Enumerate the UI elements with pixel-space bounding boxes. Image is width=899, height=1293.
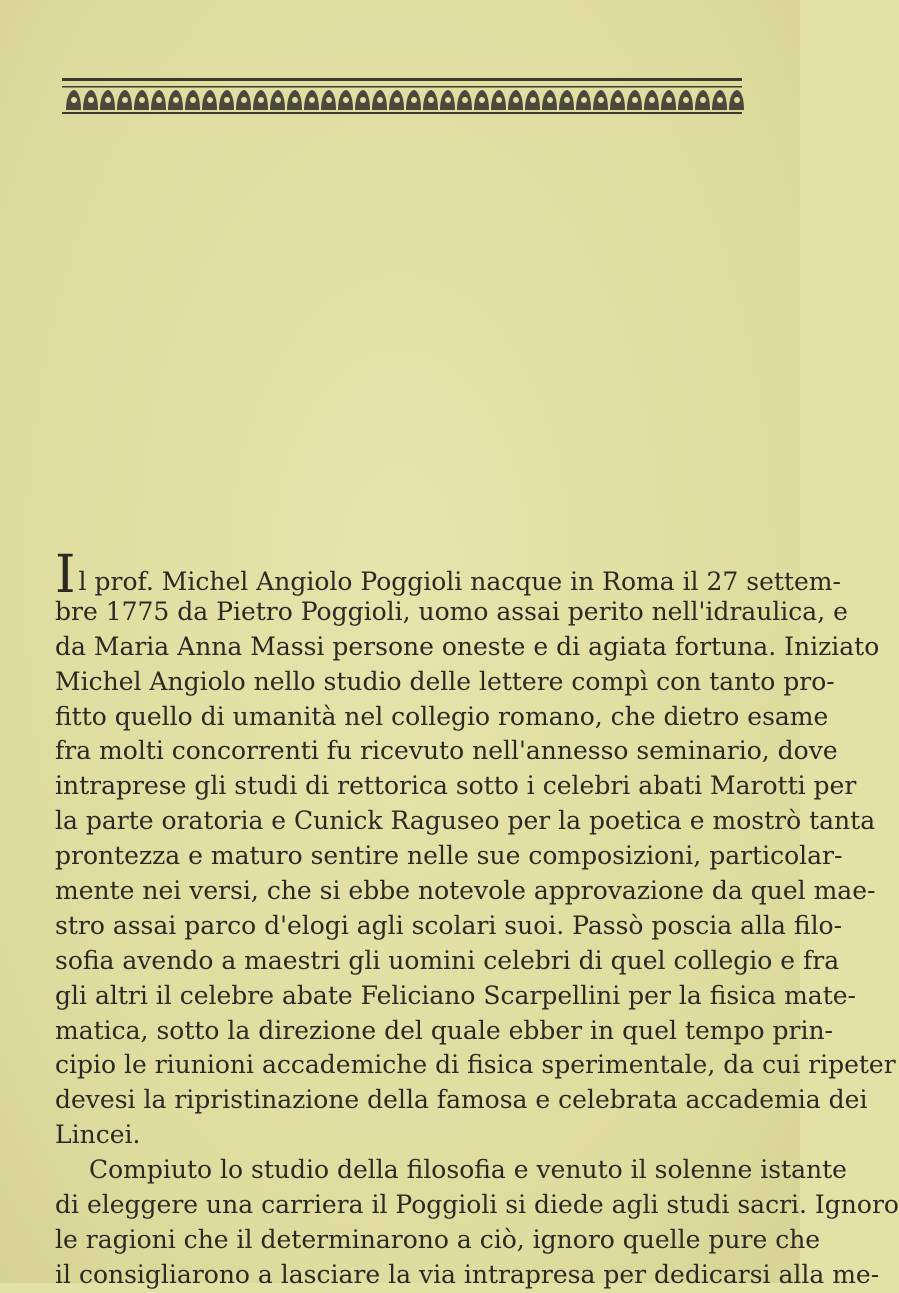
text-line-content: l prof. Michel Angiolo Poggioli nacque in Roma il 27 settem- <box>78 567 841 596</box>
text-line: cipio le riunioni accademiche di fisica sperimentale, da cui ripeter <box>55 1050 896 1080</box>
ornament-dot <box>547 97 553 103</box>
ornament-dot <box>734 97 740 103</box>
drop-cap: I <box>55 545 76 605</box>
ornament-dot <box>394 97 400 103</box>
ornament-dot <box>88 97 94 103</box>
ornament-dot <box>683 97 689 103</box>
paragraph-1 <box>55 545 896 1153</box>
ornament-dot <box>292 97 298 103</box>
text-line: devesi la ripristinazione della famosa e celebrata accademia dei <box>55 1085 868 1115</box>
article-text <box>55 545 899 1293</box>
ornament-dot <box>564 97 570 103</box>
ornament-dot <box>275 97 281 103</box>
decorative-border-icon <box>62 78 742 118</box>
text-line: fitto quello di umanità nel collegio romano, che dietro esame <box>55 701 829 731</box>
text-line: la parte oratoria e Cunick Raguseo per la poetica e mostrò tanta <box>55 806 876 836</box>
text-line: mente nei versi, che si ebbe notevole approvazione da quel mae- <box>55 876 876 906</box>
text-line: da Maria Anna Massi persone oneste e di agiata fortuna. Iniziato <box>55 631 880 661</box>
ornament-dot <box>513 97 519 103</box>
ornament-dot <box>190 97 196 103</box>
ornament-dot <box>666 97 672 103</box>
paragraph-2 <box>55 1153 899 1293</box>
ornament-dot <box>445 97 451 103</box>
ornament-dot <box>530 97 536 103</box>
ornament-dot <box>598 97 604 103</box>
ornament-dot <box>241 97 247 103</box>
text-line: gli altri il celebre abate Feliciano Scarpellini per la fisica mate- <box>55 980 856 1010</box>
ornament-dot <box>700 97 706 103</box>
ornament-dot <box>71 97 77 103</box>
ornament-dot <box>122 97 128 103</box>
ornament-dot <box>139 97 145 103</box>
ornament-dot <box>173 97 179 103</box>
text-line: fra molti concorrenti fu ricevuto nell'annesso seminario, dove <box>55 736 838 766</box>
text-line: di eleggere una carriera il Poggioli si diede agli studi sacri. Ignoro <box>55 1190 899 1220</box>
text-line: il consigliarono a lasciare la via intrapresa per dedicarsi alla me- <box>55 1259 880 1289</box>
text-line: matica, sotto la direzione del quale ebber in quel tempo prin- <box>55 1015 833 1045</box>
text-line: sofia avendo a maestri gli uomini celebri di quel collegio e fra <box>55 945 840 975</box>
ornament-dot <box>496 97 502 103</box>
text-line: Lincei. <box>55 1120 141 1150</box>
text-line: stro assai parco d'elogi agli scolari suoi. Passò poscia alla filo- <box>55 910 843 940</box>
ornament-dot <box>581 97 587 103</box>
ornament-dot <box>309 97 315 103</box>
text-line: Michel Angiolo nello studio delle lettere compì con tanto pro- <box>55 666 835 696</box>
ornament-dot <box>156 97 162 103</box>
ornament-dot <box>360 97 366 103</box>
ornament-dot <box>615 97 621 103</box>
ornament-dot <box>105 97 111 103</box>
ornament-dot <box>343 97 349 103</box>
ornament-dot <box>649 97 655 103</box>
text-line <box>55 545 841 605</box>
text-line: intraprese gli studi di rettorica sotto i celebri abati Marotti per <box>55 771 857 801</box>
ornament-dot <box>428 97 434 103</box>
text-line: prontezza e maturo sentire nelle sue composizioni, particolar- <box>55 841 843 871</box>
ornament-dot <box>717 97 723 103</box>
ornament-dot <box>377 97 383 103</box>
ornament-dot <box>462 97 468 103</box>
ornament-dot <box>479 97 485 103</box>
ornament-dot <box>207 97 213 103</box>
ornament-dot <box>411 97 417 103</box>
text-line: Compiuto lo studio della filosofia e venuto il solenne istante <box>89 1155 847 1185</box>
ornament-dot <box>258 97 264 103</box>
text-line: le ragioni che il determinarono a ciò, ignoro quelle pure che <box>55 1224 821 1254</box>
ornament-dot <box>224 97 230 103</box>
text-line: bre 1775 da Pietro Poggioli, uomo assai perito nell'idraulica, e <box>55 596 848 626</box>
ornament-dot <box>326 97 332 103</box>
ornament-dot <box>632 97 638 103</box>
